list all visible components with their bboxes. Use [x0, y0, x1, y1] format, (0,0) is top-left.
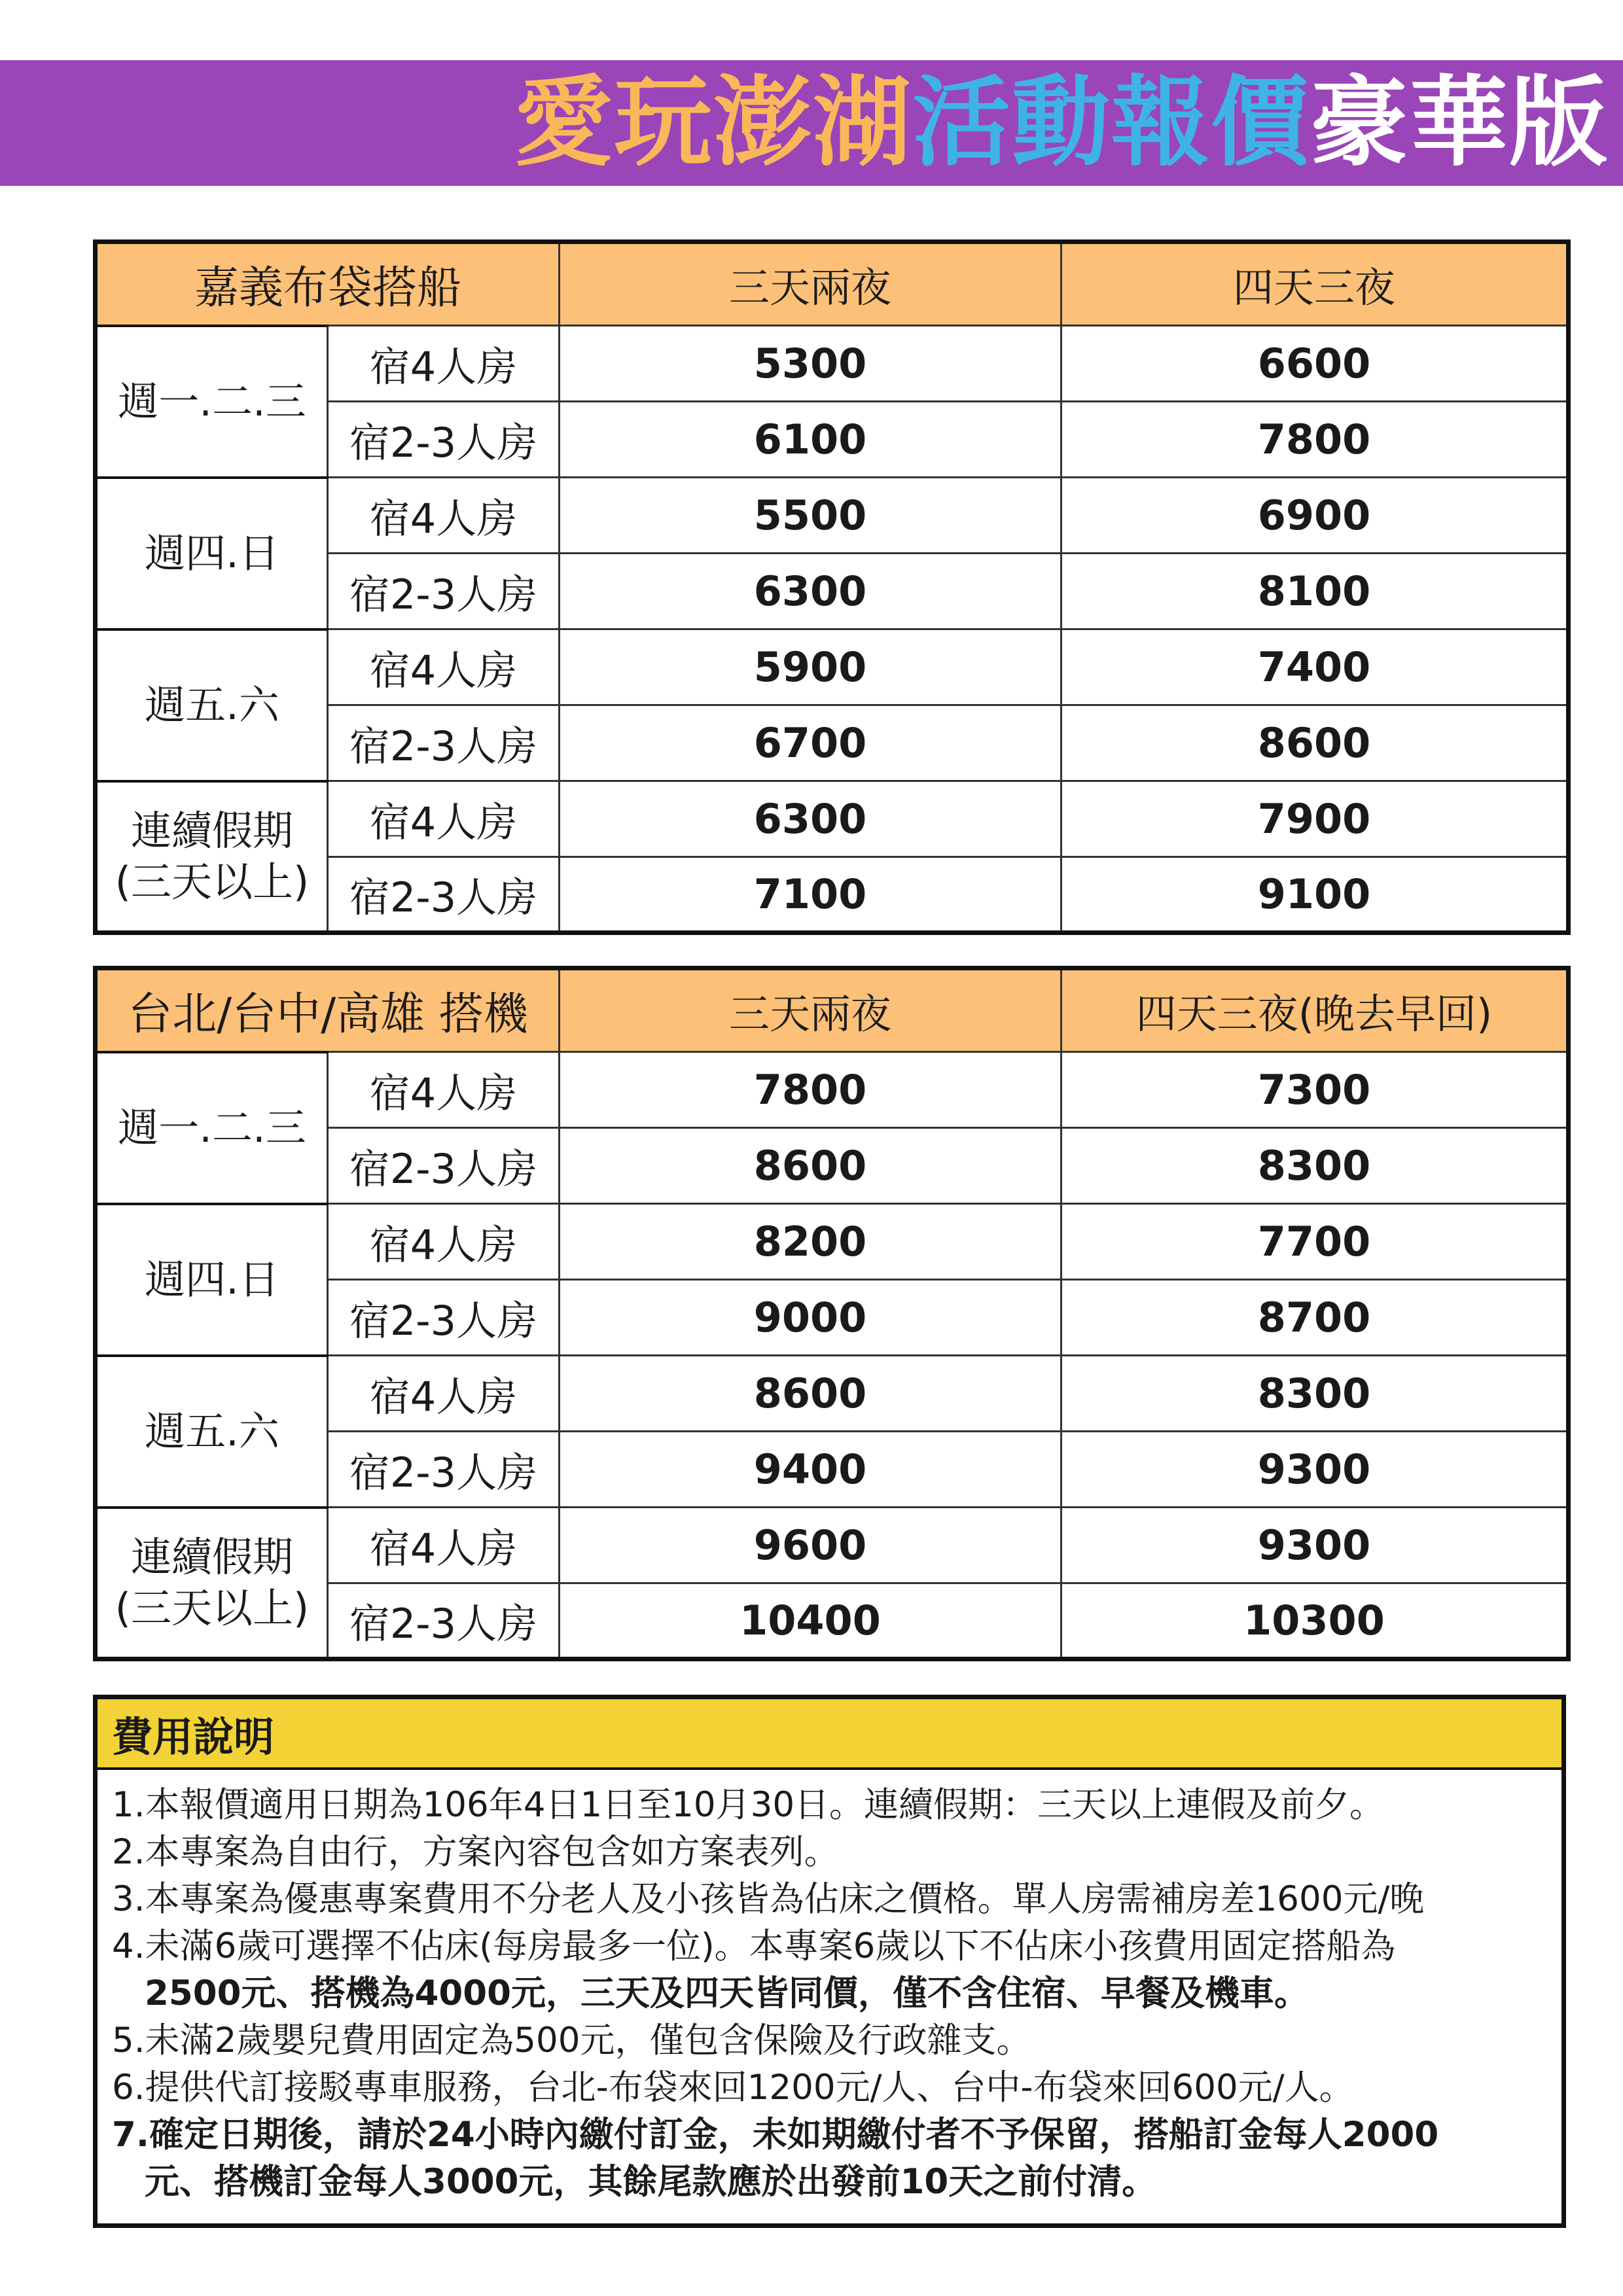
- note-item-4-line2: 2500元、搭機為4000元，三天及四天皆同價，僅不含住宿、早餐及機車。: [145, 1973, 1310, 2013]
- room-cell: 宿2-3人房: [328, 705, 560, 781]
- room-cell: 宿4人房: [328, 326, 560, 402]
- price-cell: 9300: [1061, 1432, 1569, 1508]
- day-cell: 連續假期 (三天以上): [96, 1508, 328, 1659]
- note-item-5: 5.未滿2歲嬰兒費用固定為500元，僅包含保險及行政雜支。: [112, 2021, 1031, 2060]
- price-cell: 5300: [560, 326, 1061, 402]
- note-item-3: 3.本專案為優惠專案費用不分老人及小孩皆為佔床之價格。單人房需補房差1600元/晚: [112, 1879, 1425, 1919]
- title-part-3: 豪華版: [1310, 66, 1609, 180]
- title-part-2: 活動報價: [912, 66, 1310, 180]
- price-cell: 8200: [560, 1204, 1061, 1280]
- price-cell: 7900: [1061, 781, 1569, 857]
- fee-notes-box: [93, 1695, 1566, 2228]
- table-header-col2: 四天三夜(晚去早回): [1061, 968, 1569, 1052]
- day-cell: 週五.六: [96, 629, 328, 781]
- price-cell: 7700: [1061, 1204, 1569, 1280]
- price-cell: 6300: [560, 781, 1061, 857]
- room-cell: 宿2-3人房: [328, 1128, 560, 1204]
- day-cell: 週四.日: [96, 478, 328, 629]
- price-cell: 5500: [560, 478, 1061, 554]
- price-cell: 7800: [560, 1052, 1061, 1128]
- price-cell: 6700: [560, 705, 1061, 781]
- fee-notes-title: 費用說明: [98, 1699, 1561, 1770]
- table-header-col1: 三天兩夜: [560, 968, 1061, 1052]
- price-cell: 7100: [560, 857, 1061, 933]
- table-header-name: 嘉義布袋搭船: [96, 242, 560, 326]
- price-cell: 8600: [1061, 705, 1569, 781]
- day-cell: 週四.日: [96, 1204, 328, 1356]
- note-item-2: 2.本專案為自由行，方案內容包含如方案表列。: [112, 1832, 839, 1872]
- price-cell: 6100: [560, 402, 1061, 478]
- room-cell: 宿2-3人房: [328, 1280, 560, 1356]
- price-cell: 8600: [560, 1128, 1061, 1204]
- title-banner: [0, 60, 1623, 186]
- price-cell: 9000: [560, 1280, 1061, 1356]
- price-cell: 10300: [1061, 1583, 1569, 1659]
- price-cell: 9600: [560, 1508, 1061, 1583]
- room-cell: 宿4人房: [328, 478, 560, 554]
- price-cell: 8600: [560, 1356, 1061, 1432]
- note-item-4: [112, 1923, 1555, 2017]
- note-item-1: 1.本報價適用日期為106年4日1日至10月30日。連續假期：三天以上連假及前夕。: [112, 1785, 1385, 1825]
- room-cell: 宿4人房: [328, 1356, 560, 1432]
- note-item-7-line2: 元、搭機訂金每人3000元，其餘尾款應於出發前10天之前付清。: [145, 2162, 1157, 2202]
- note-item-7: [112, 2111, 1555, 2206]
- price-cell: 6300: [560, 554, 1061, 629]
- room-cell: 宿4人房: [328, 1204, 560, 1280]
- room-cell: 宿4人房: [328, 781, 560, 857]
- price-cell: 6900: [1061, 478, 1569, 554]
- price-cell: 7400: [1061, 629, 1569, 705]
- price-cell: 10400: [560, 1583, 1061, 1659]
- price-cell: 8300: [1061, 1128, 1569, 1204]
- price-cell: 9300: [1061, 1508, 1569, 1583]
- price-table-flight: [93, 966, 1571, 1661]
- price-cell: 8700: [1061, 1280, 1569, 1356]
- room-cell: 宿4人房: [328, 1508, 560, 1583]
- price-cell: 7300: [1061, 1052, 1569, 1128]
- price-table-boat: [93, 239, 1571, 935]
- day-cell: 週一.二.三: [96, 326, 328, 478]
- note-item-7-line1: 7.確定日期後，請於24小時內繳付訂金，未如期繳付者不予保留，搭船訂金每人2000: [112, 2115, 1439, 2155]
- room-cell: 宿4人房: [328, 629, 560, 705]
- price-cell: 7800: [1061, 402, 1569, 478]
- room-cell: 宿2-3人房: [328, 1432, 560, 1508]
- day-cell: 週一.二.三: [96, 1052, 328, 1204]
- room-cell: 宿4人房: [328, 1052, 560, 1128]
- fee-notes-list: [98, 1770, 1561, 2206]
- table-header-col2: 四天三夜: [1061, 242, 1569, 326]
- page-title: [514, 60, 1609, 186]
- price-cell: 9100: [1061, 857, 1569, 933]
- price-cell: 9400: [560, 1432, 1061, 1508]
- title-part-1: 愛玩澎湖: [514, 66, 912, 180]
- room-cell: 宿2-3人房: [328, 857, 560, 933]
- day-cell: 週五.六: [96, 1356, 328, 1508]
- price-cell: 6600: [1061, 326, 1569, 402]
- price-cell: 8300: [1061, 1356, 1569, 1432]
- table-header-col1: 三天兩夜: [560, 242, 1061, 326]
- day-cell: 連續假期 (三天以上): [96, 781, 328, 933]
- room-cell: 宿2-3人房: [328, 554, 560, 629]
- table-header-name: 台北/台中/高雄 搭機: [96, 968, 560, 1052]
- price-cell: 5900: [560, 629, 1061, 705]
- note-item-6: 6.提供代訂接駁專車服務，台北-布袋來回1200元/人、台中-布袋來回600元/人。: [112, 2068, 1354, 2108]
- price-cell: 8100: [1061, 554, 1569, 629]
- note-item-4-line1: 4.未滿6歲可選擇不佔床(每房最多一位)。本專案6歲以下不佔床小孩費用固定搭船為: [112, 1926, 1396, 1966]
- room-cell: 宿2-3人房: [328, 402, 560, 478]
- room-cell: 宿2-3人房: [328, 1583, 560, 1659]
